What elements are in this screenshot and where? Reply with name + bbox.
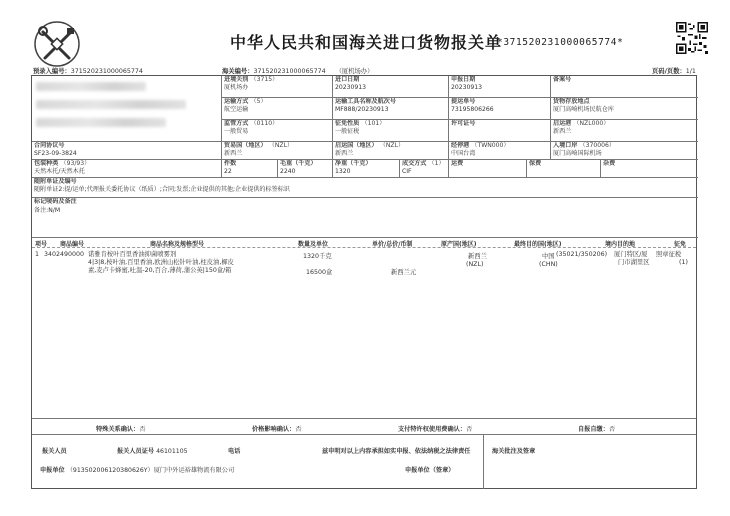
- price-influence: 价格影响确认：否: [252, 426, 302, 433]
- goods-item-domestic-line1: 厦门特区/厦: [614, 251, 648, 258]
- goods-item-origin-code: (NZL): [466, 261, 484, 268]
- goods-item-name-line1: 诺雅肯桉叶百里香油抑菌喷雾剂: [88, 251, 177, 258]
- page-count: 页码/页数：1/1: [652, 68, 696, 75]
- preentry-number: 预录入编号：371520231000065774: [33, 68, 143, 75]
- goods-item-dest-code: (CHN): [539, 261, 558, 268]
- goods-item-name-line2: 4|3|8,桉叶油,百里香油,欧洲山松针叶油,柱皮油,樨皮: [88, 259, 234, 266]
- docs-cell: 随附单证及编号 随附单证2:提/运单;代理报关委托协议（纸质）;合同;发票;企业提供的其他;企业提供的标签标识: [32, 178, 698, 198]
- footer-divider-top: [32, 418, 696, 419]
- goods-item-domestic-code: (35021/350206): [556, 251, 608, 258]
- footer-divider-mid: [32, 434, 696, 435]
- declare-date-cell: 申报日期 20230913: [449, 76, 551, 98]
- insurance-cell: 保费: [527, 160, 601, 178]
- storage-cell: 货物存放地点 厦门高崎机场民航仓库: [551, 98, 698, 120]
- goods-item-qty2: 16500盒: [306, 269, 333, 276]
- barcode-number: *371520231000065774*: [497, 37, 624, 48]
- phone-label: 电话: [228, 448, 241, 455]
- goods-header-divider: [32, 247, 696, 248]
- goods-col-no: 项号: [35, 241, 48, 248]
- net-weight-cell: 净重（千克） 1320: [333, 160, 400, 178]
- customs-number: 海关编号：371520231000065774 （厦机场办）: [222, 68, 374, 75]
- goods-col-exempt: 征免: [674, 241, 687, 248]
- depart-country-cell: 启运国（地区） （NZL） 新西兰: [333, 142, 449, 160]
- goods-col-code: 商品编号: [60, 241, 85, 248]
- goods-item-currency: 新西兰元: [391, 269, 417, 276]
- self-pay: 自报自缴：否: [578, 426, 616, 433]
- goods-item-domestic-line2: 门市湖里区: [618, 259, 650, 266]
- footer-vertical-divider: [483, 434, 484, 489]
- origin-port-cell: 启运港 （NZL000） 新西兰: [551, 120, 698, 142]
- deal-mode-cell: 成交方式 （1） CIF: [400, 160, 449, 178]
- declarer-cert: 报关人员证号 46101105: [117, 448, 188, 455]
- redacted-parties: [32, 76, 222, 142]
- gross-weight-cell: 毛重（千克） 2240: [278, 160, 333, 178]
- transit-port-cell: 经停港 （TWN000） 中国台湾: [449, 142, 551, 160]
- goods-item-qty1: 1320千克: [303, 253, 332, 260]
- royalty-confirm: 支付特许权使用费确认：否: [398, 426, 473, 433]
- document-title: 中华人民共和国海关进口货物报关单: [230, 33, 503, 52]
- license-cell: 许可证号: [449, 120, 551, 142]
- trade-country-cell: 贸易国（地区） （NZL） 新西兰: [222, 142, 333, 160]
- legal-statement: 兹申明对以上内容承担如实申报、依法纳税之法律责任: [322, 448, 471, 455]
- transport-name-cell: 运输工具名称及航次号 MF888/20230913: [333, 98, 449, 120]
- import-date-cell: 进口日期 20230913: [333, 76, 449, 98]
- goods-item-no: 1: [35, 251, 40, 258]
- goods-item-dest: 中国: [542, 253, 555, 260]
- goods-col-origin: 原产国(地区): [441, 241, 477, 248]
- supervision-cell: 监管方式 （0110） 一般贸易: [222, 120, 333, 142]
- package-cell: 包装种类 （93/93） 天然木托/天然木托: [32, 160, 222, 178]
- goods-col-name: 商品名称及规格型号: [150, 241, 205, 248]
- freight-cell: 运费: [449, 160, 527, 178]
- customs-emblem-icon: [33, 20, 81, 68]
- goods-col-qty: 数量及单位: [298, 241, 329, 248]
- misc-fee-cell: 杂费: [601, 160, 698, 178]
- levy-cell: 征免性质 （101） 一般征税: [333, 120, 449, 142]
- declare-port-cell: 进境关别 （3715） 厦机场办: [222, 76, 333, 98]
- contract-cell: 合同协议号 SF23-09-3824: [32, 142, 222, 160]
- goods-item-exempt-line2: (1): [679, 259, 688, 266]
- goods-item-code: 3402490000: [44, 251, 85, 258]
- pieces-cell: 件数 22: [222, 160, 278, 178]
- goods-col-domestic: 境内目的地: [605, 241, 636, 248]
- entry-port-cell: 入境口岸 （370006） 厦门高崎国际机场: [551, 142, 698, 160]
- transport-mode-cell: 运输方式 （5） 航空运输: [222, 98, 333, 120]
- goods-item-origin: 新西兰: [468, 253, 487, 260]
- declarer-label: 报关人员: [42, 448, 67, 455]
- customs-approval-label: 海关批注及签章: [492, 448, 536, 455]
- declare-unit: 申报单位 （913502006120380626Y）厦门中外运裕雄物流有限公司: [40, 467, 235, 474]
- qr-code-icon: [676, 22, 708, 54]
- goods-item-exempt-line1: 照章征税: [656, 251, 682, 258]
- declare-unit-seal: 申报单位（签章）: [405, 467, 455, 474]
- goods-col-dest: 最终目的国(地区): [514, 241, 562, 248]
- special-relation: 特殊关系确认：否: [96, 426, 146, 433]
- goods-item-name-line3: 素,麦卢卡蜂蜜,吐温-20,百合,薄荷,蒲公英|150盒/箱: [88, 267, 232, 274]
- bill-no-cell: 提运单号 73195806266: [449, 98, 551, 120]
- record-no-cell: 备案号: [551, 76, 698, 98]
- goods-col-price: 单价/总价/币制: [372, 241, 413, 248]
- marks-cell: 标记唛码及备注 备注:N/M: [32, 198, 698, 238]
